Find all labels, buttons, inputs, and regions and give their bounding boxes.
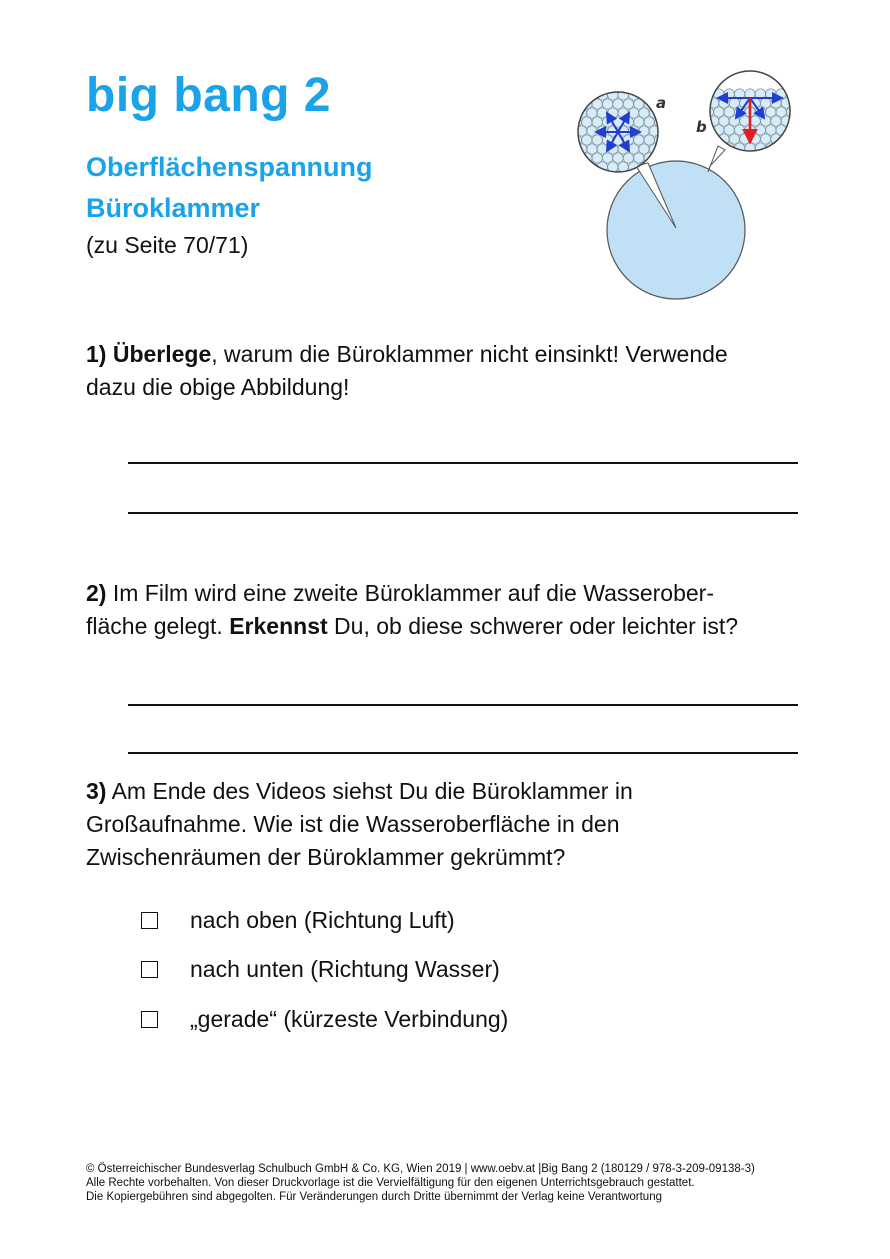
- checkbox-upward[interactable]: [141, 912, 158, 929]
- q2-number: 2): [86, 580, 107, 606]
- magnifier-b: [693, 70, 800, 162]
- figure-label-a: a: [656, 94, 667, 112]
- question-1: [86, 338, 806, 404]
- droplet: [607, 161, 745, 299]
- q3-text-line1: Am Ende des Videos siehst Du die Büroklammer in: [106, 778, 633, 804]
- q1-text-line1: , warum die Büroklammer nicht einsinkt! Verwende: [211, 341, 728, 367]
- subtitle-topic: Oberflächenspannung: [86, 152, 373, 182]
- option-downward[interactable]: [141, 956, 500, 983]
- option-upward[interactable]: [141, 907, 455, 934]
- checkbox-downward[interactable]: [141, 961, 158, 978]
- q1-text-line2: dazu die obige Abbildung!: [86, 374, 350, 400]
- surface-tension-figure: [570, 70, 800, 305]
- q1-verb: Überlege: [112, 341, 212, 367]
- footer-line3: Die Kopiergebühren sind abgegolten. Für Veränderungen durch Dritte übernimmt der Verlag keine Verantwortung: [86, 1191, 662, 1203]
- subtitle-object: Büroklammer: [86, 193, 261, 223]
- footer-line2: Alle Rechte vorbehalten. Von dieser Druckvorlage ist die Vervielfältigung für den eigenen Unterrichtsgebrauch gestattet.: [86, 1177, 695, 1189]
- question-2: [86, 577, 806, 643]
- figure-label-b: b: [696, 118, 707, 136]
- q2-text-line2-pre: fläche gelegt.: [86, 613, 230, 639]
- question-3: [86, 775, 806, 874]
- q2-verb: Erkennst: [229, 613, 328, 639]
- answer-line-2a[interactable]: [128, 704, 798, 706]
- q3-number: 3): [86, 778, 107, 804]
- q2-text-line1: Im Film wird eine zweite Büroklammer auf die Wasserober-: [106, 580, 714, 606]
- page-reference: (zu Seite 70/71): [86, 232, 249, 258]
- checkbox-straight[interactable]: [141, 1011, 158, 1028]
- q1-number: 1): [86, 341, 107, 367]
- copyright-footer: [86, 1162, 755, 1204]
- q3-text-line3: Zwischenräumen der Büroklammer gekrümmt?: [86, 844, 566, 870]
- option-straight[interactable]: [141, 1006, 508, 1033]
- callout-b: [708, 146, 725, 172]
- q3-text-line2: Großaufnahme. Wie ist die Wasseroberfläche in den: [86, 811, 620, 837]
- page-title: big bang 2: [86, 69, 331, 122]
- answer-line-1b[interactable]: [128, 512, 798, 514]
- answer-line-2b[interactable]: [128, 752, 798, 754]
- option-downward-label: nach unten (Richtung Wasser): [190, 956, 500, 982]
- option-straight-label: „gerade“ (kürzeste Verbindung): [190, 1006, 509, 1032]
- answer-line-1a[interactable]: [128, 462, 798, 464]
- q2-text-line2-rest: Du, ob diese schwerer oder leichter ist?: [327, 613, 739, 639]
- footer-line1: © Österreichischer Bundesverlag Schulbuch GmbH & Co. KG, Wien 2019 | www.oebv.at |Big Bang 2 (180129 / 978-3-209-09138-3): [86, 1163, 755, 1175]
- option-upward-label: nach oben (Richtung Luft): [190, 907, 455, 933]
